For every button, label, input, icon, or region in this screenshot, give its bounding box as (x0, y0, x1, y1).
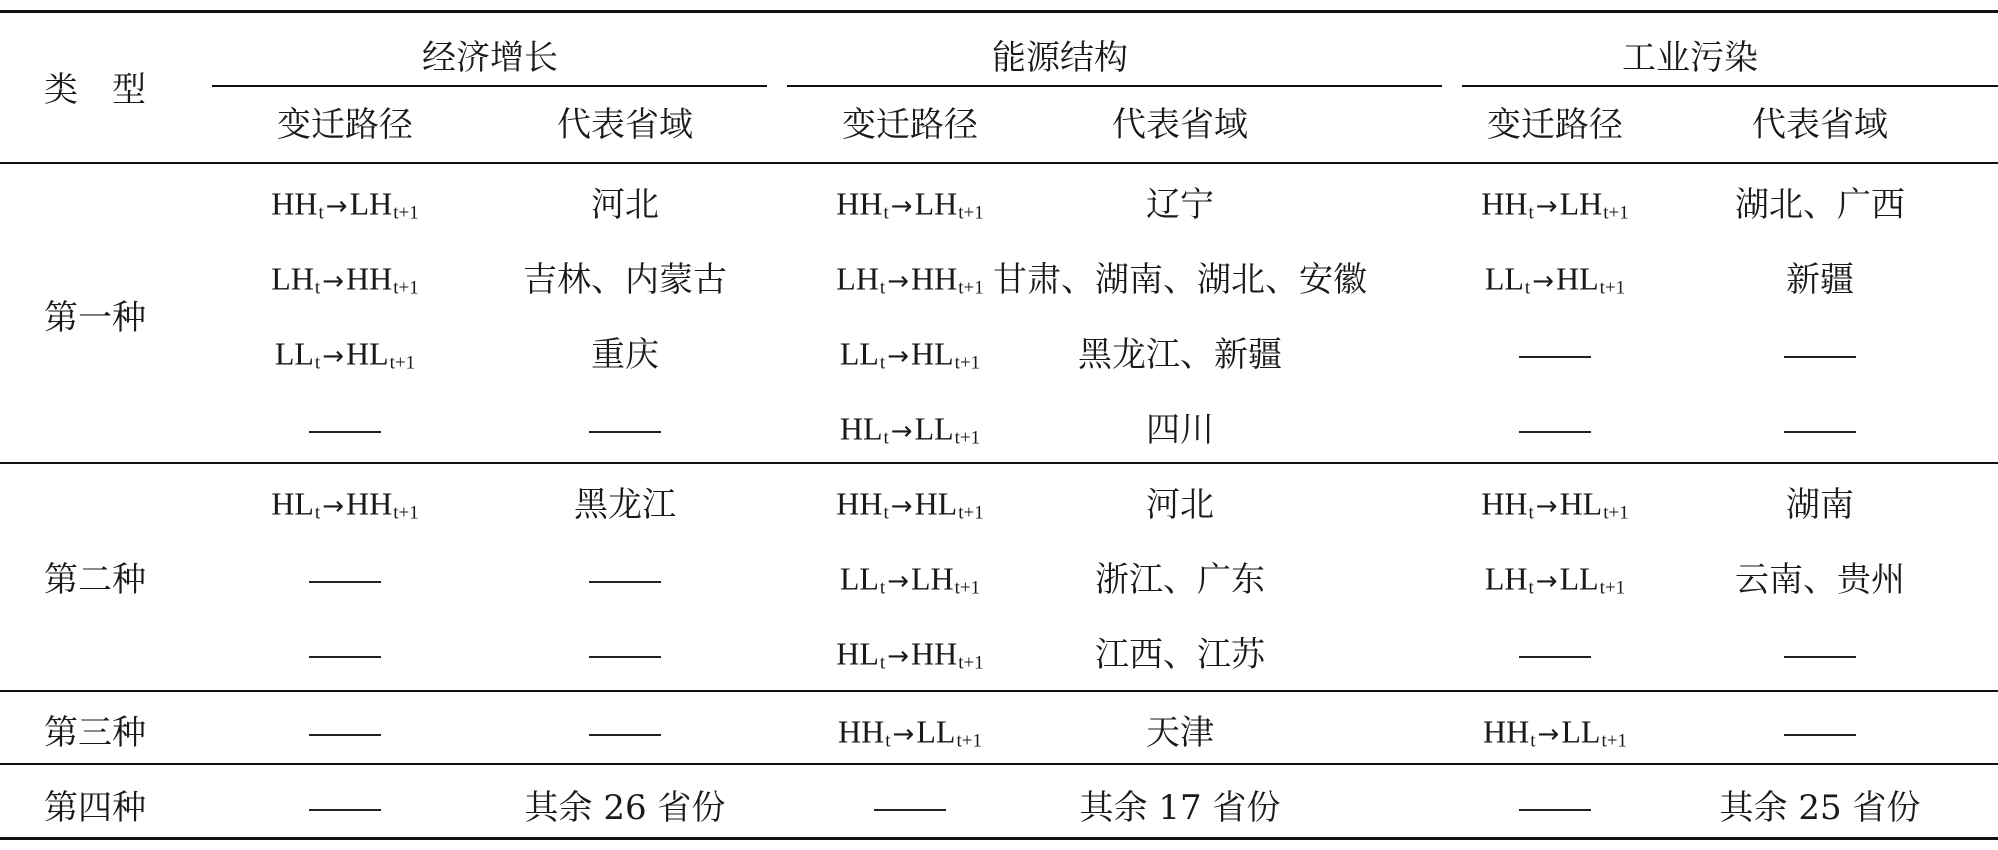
pollution-province-cell: 湖北、广西 (1735, 185, 1905, 225)
subscript-t: t (885, 730, 891, 752)
arrow-icon: → (887, 641, 910, 672)
subscript-t1: t+1 (1599, 277, 1626, 299)
subscript-t1: t+1 (1599, 577, 1626, 599)
econ-province-empty (589, 716, 661, 750)
subscript-t: t (314, 277, 321, 299)
column-header: 代表省域 (1112, 105, 1248, 145)
table-rule (0, 690, 1998, 692)
subscript-t1: t+1 (958, 277, 984, 299)
econ-path-empty (309, 716, 381, 750)
econ-path-empty (309, 638, 381, 672)
econ-province-cell: 吉林、内蒙古 (523, 260, 727, 300)
pollution-path-cell (1484, 260, 1626, 299)
subscript-t1: t+1 (954, 427, 981, 449)
path-from: HL (839, 410, 883, 447)
path-to: HH (911, 260, 958, 297)
arrow-icon: → (890, 191, 913, 222)
path-to: LL (1559, 560, 1599, 597)
path-from: HH (836, 185, 883, 222)
path-from: LL (839, 335, 879, 372)
subscript-t: t (318, 202, 324, 224)
path-to: LH (1559, 185, 1603, 222)
energy-province-cell: 辽宁 (1146, 185, 1214, 225)
energy-province-cell: 四川 (1146, 410, 1214, 450)
path-from: HH (1483, 713, 1530, 750)
pollution-path-empty (1519, 413, 1591, 447)
group-header: 经济增长 (422, 38, 558, 78)
path-to: LL (1561, 713, 1601, 750)
subscript-t1: t+1 (393, 202, 419, 224)
subscript-t: t (883, 202, 889, 224)
subscript-t1: t+1 (954, 577, 981, 599)
arrow-icon: → (892, 719, 915, 750)
subscript-t1: t+1 (958, 202, 984, 224)
energy-path-cell (836, 635, 984, 674)
pollution-path-cell (1484, 560, 1626, 599)
pollution-province-cell: 新疆 (1786, 260, 1854, 300)
energy-path-cell (839, 560, 981, 599)
arrow-icon: → (890, 416, 913, 447)
energy-path-cell (838, 713, 982, 752)
arrow-icon: → (1535, 566, 1558, 597)
energy-province-cell: 其余 17 省份 (1079, 788, 1281, 828)
econ-province-empty (589, 638, 661, 672)
subscript-t: t (1528, 202, 1534, 224)
path-to: HL (1556, 260, 1599, 297)
pollution-path-empty (1519, 338, 1591, 372)
arrow-icon: → (887, 566, 910, 597)
path-from: LH (1484, 560, 1528, 597)
arrow-icon: → (1535, 491, 1558, 522)
subscript-t1: t+1 (393, 277, 419, 299)
column-header: 代表省域 (557, 105, 693, 145)
subscript-t: t (879, 277, 886, 299)
subscript-t1: t+1 (389, 352, 416, 374)
pollution-province-empty (1784, 413, 1856, 447)
column-header: 变迁路径 (277, 105, 413, 145)
path-to: LH (914, 185, 958, 222)
econ-path-cell (271, 185, 419, 224)
subscript-t1: t+1 (954, 352, 981, 374)
pollution-province-cell: 湖南 (1786, 485, 1854, 525)
column-header: 代表省域 (1752, 105, 1888, 145)
path-to: HH (911, 635, 958, 672)
arrow-icon: → (322, 341, 345, 372)
energy-province-cell: 甘肃、湖南、湖北、安徽 (993, 260, 1367, 300)
group-header: 能源结构 (992, 38, 1128, 78)
subscript-t: t (1524, 277, 1531, 299)
table-rule (0, 837, 1998, 840)
energy-path-empty (874, 791, 946, 825)
energy-path-cell (839, 335, 981, 374)
energy-path-cell (836, 260, 984, 299)
energy-path-cell (839, 410, 981, 449)
pollution-path-cell (1483, 713, 1627, 752)
table-rule (0, 10, 1998, 13)
pollution-path-empty (1519, 791, 1591, 825)
econ-province-cell: 黑龙江 (574, 485, 676, 525)
path-to: LL (914, 410, 954, 447)
energy-province-cell: 浙江、广东 (1095, 560, 1265, 600)
row-type-label: 第四种 (44, 788, 146, 828)
pollution-province-empty (1784, 638, 1856, 672)
pollution-path-empty (1519, 638, 1591, 672)
subscript-t: t (879, 352, 886, 374)
subscript-t: t (314, 352, 321, 374)
energy-path-cell (836, 185, 984, 224)
row-type-label: 第三种 (44, 713, 146, 753)
subscript-t: t (1530, 730, 1536, 752)
path-to: HL (911, 335, 954, 372)
path-from: HH (1481, 185, 1528, 222)
pollution-path-cell (1481, 185, 1629, 224)
subscript-t: t (883, 427, 889, 449)
econ-province-cell: 河北 (591, 185, 659, 225)
subscript-t1: t+1 (1603, 502, 1629, 524)
subscript-t: t (883, 502, 889, 524)
pollution-path-cell (1481, 485, 1629, 524)
subscript-t: t (879, 652, 886, 674)
path-from: LH (836, 260, 879, 297)
type-header: 类 型 (44, 70, 146, 110)
path-from: HH (836, 485, 883, 522)
econ-path-empty (309, 563, 381, 597)
column-header: 变迁路径 (1487, 105, 1623, 145)
econ-province-cell: 其余 26 省份 (524, 788, 726, 828)
table-rule (0, 763, 1998, 765)
arrow-icon: → (322, 266, 345, 297)
path-from: LH (271, 260, 314, 297)
subscript-t1: t+1 (956, 730, 982, 752)
table-rule (212, 85, 767, 87)
path-to: HL (914, 485, 958, 522)
arrow-icon: → (887, 341, 910, 372)
subscript-t1: t+1 (1603, 202, 1629, 224)
table-rule (787, 85, 1442, 87)
path-to: HL (346, 335, 389, 372)
energy-province-cell: 河北 (1146, 485, 1214, 525)
path-from: HL (271, 485, 314, 522)
path-to: HH (346, 260, 393, 297)
subscript-t: t (1528, 502, 1534, 524)
arrow-icon: → (1535, 191, 1558, 222)
pollution-province-empty (1784, 716, 1856, 750)
econ-province-empty (589, 413, 661, 447)
path-from: LL (839, 560, 879, 597)
energy-province-cell: 江西、江苏 (1095, 635, 1265, 675)
arrow-icon: → (325, 191, 348, 222)
path-to: HH (346, 485, 393, 522)
path-from: HH (838, 713, 885, 750)
subscript-t: t (1528, 577, 1534, 599)
arrow-icon: → (890, 491, 913, 522)
row-type-label: 第一种 (44, 297, 146, 338)
path-to: HL (1559, 485, 1603, 522)
path-from: HH (271, 185, 318, 222)
path-from: HL (836, 635, 879, 672)
path-to: LH (349, 185, 393, 222)
subscript-t: t (314, 502, 321, 524)
path-from: LL (274, 335, 314, 372)
row-type-label: 第二种 (44, 560, 146, 600)
column-header: 变迁路径 (842, 105, 978, 145)
econ-province-empty (589, 563, 661, 597)
group-header: 工业污染 (1622, 38, 1758, 78)
econ-path-cell (271, 485, 419, 524)
arrow-icon: → (887, 266, 910, 297)
econ-path-cell (274, 335, 416, 374)
econ-path-empty (309, 413, 381, 447)
path-from: HH (1481, 485, 1528, 522)
pollution-province-empty (1784, 338, 1856, 372)
table-rule (0, 162, 1998, 164)
arrow-icon: → (1532, 266, 1555, 297)
table-rule (1462, 85, 1998, 87)
energy-path-cell (836, 485, 984, 524)
energy-province-cell: 黑龙江、新疆 (1078, 335, 1282, 375)
path-to: LH (911, 560, 954, 597)
subscript-t1: t+1 (958, 652, 984, 674)
subscript-t: t (879, 577, 886, 599)
arrow-icon: → (322, 491, 345, 522)
econ-path-empty (309, 791, 381, 825)
pollution-province-cell: 其余 25 省份 (1719, 788, 1921, 828)
econ-province-cell: 重庆 (591, 335, 659, 375)
subscript-t1: t+1 (958, 502, 984, 524)
arrow-icon: → (1537, 719, 1560, 750)
subscript-t1: t+1 (1601, 730, 1627, 752)
pollution-province-cell: 云南、贵州 (1735, 560, 1905, 600)
econ-path-cell (271, 260, 419, 299)
path-from: LL (1484, 260, 1524, 297)
table-rule (0, 462, 1998, 464)
subscript-t1: t+1 (393, 502, 419, 524)
energy-province-cell: 天津 (1146, 713, 1214, 753)
path-to: LL (916, 713, 956, 750)
